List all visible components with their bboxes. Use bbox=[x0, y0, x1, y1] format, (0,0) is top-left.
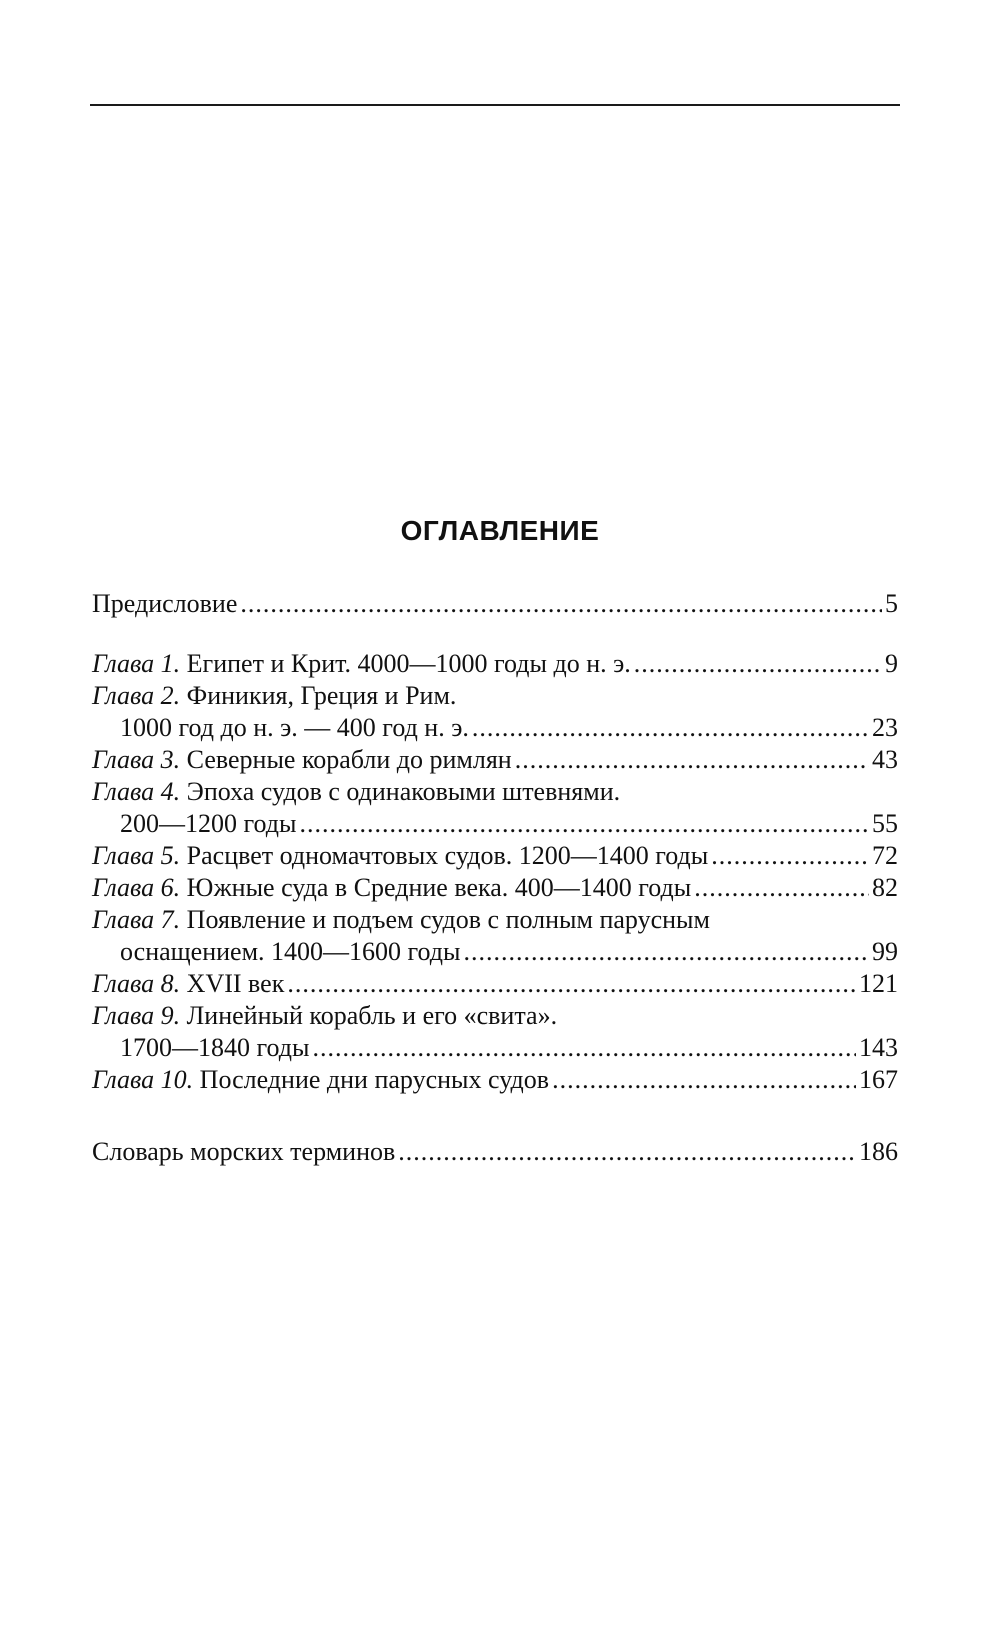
page-number: 9 bbox=[885, 649, 898, 678]
entry-title: Египет и Крит. 4000—1000 годы до н. э. bbox=[186, 649, 631, 678]
toc-entry-chapter-6[interactable] bbox=[92, 872, 898, 904]
toc-entry-chapter-7-cont[interactable] bbox=[92, 936, 898, 968]
entry-title: XVII век bbox=[186, 969, 285, 998]
dot-leader bbox=[634, 648, 882, 680]
toc-entry-chapter-10[interactable] bbox=[92, 1064, 898, 1096]
entry-title-continuation: 1000 год до н. э. — 400 год н. э. bbox=[120, 713, 469, 742]
dot-leader bbox=[312, 1032, 856, 1064]
toc-entry-chapter-5[interactable] bbox=[92, 840, 898, 872]
toc-entry-chapter-2-cont[interactable] bbox=[92, 712, 898, 744]
entry-title: Расцвет одномачтовых судов. 1200—1400 годы bbox=[186, 841, 709, 870]
chapter-label: Глава 2. bbox=[92, 681, 181, 710]
toc-entry-preface[interactable] bbox=[92, 588, 898, 620]
dot-leader bbox=[515, 744, 869, 776]
toc-entry-chapter-7[interactable] bbox=[92, 904, 898, 936]
entry-title-continuation: 1700—1840 годы bbox=[120, 1033, 310, 1062]
chapter-label: Глава 1. bbox=[92, 649, 181, 678]
chapter-label: Глава 9. bbox=[92, 1001, 181, 1030]
toc-entry-chapter-9-cont[interactable] bbox=[92, 1032, 898, 1064]
dot-leader bbox=[711, 840, 869, 872]
entry-title: Предисловие bbox=[92, 589, 238, 618]
chapter-label: Глава 5. bbox=[92, 841, 181, 870]
dot-leader bbox=[472, 712, 869, 744]
dot-leader bbox=[299, 808, 869, 840]
dot-leader bbox=[287, 968, 856, 1000]
entry-title: Появление и подъем судов с полным парусным bbox=[186, 905, 710, 934]
chapter-label: Глава 10. bbox=[92, 1065, 194, 1094]
toc-entry-chapter-4[interactable] bbox=[92, 776, 898, 808]
entry-title: Словарь морских терминов bbox=[92, 1137, 396, 1166]
page-number: 121 bbox=[859, 969, 898, 998]
dot-leader bbox=[552, 1064, 856, 1096]
page-number: 82 bbox=[872, 873, 898, 902]
page-number: 99 bbox=[872, 937, 898, 966]
chapter-label: Глава 6. bbox=[92, 873, 181, 902]
toc-entry-chapter-3[interactable] bbox=[92, 744, 898, 776]
page-number: 72 bbox=[872, 841, 898, 870]
chapter-label: Глава 3. bbox=[92, 745, 181, 774]
page-number: 5 bbox=[885, 589, 898, 618]
page-number: 186 bbox=[859, 1137, 898, 1166]
page-number: 43 bbox=[872, 745, 898, 774]
entry-title: Финикия, Греция и Рим. bbox=[186, 681, 457, 710]
entry-title-continuation: оснащением. 1400—1600 годы bbox=[120, 937, 461, 966]
dot-leader bbox=[464, 936, 870, 968]
entry-title: Эпоха судов с одинаковыми штевнями. bbox=[186, 777, 621, 806]
page-number: 167 bbox=[859, 1065, 898, 1094]
top-rule bbox=[90, 104, 900, 106]
toc-entry-glossary[interactable] bbox=[92, 1136, 898, 1168]
toc-entry-chapter-9[interactable] bbox=[92, 1000, 898, 1032]
page-title: ОГЛАВЛЕНИЕ bbox=[400, 515, 600, 546]
chapter-label: Глава 7. bbox=[92, 905, 181, 934]
toc-entry-chapter-1[interactable] bbox=[92, 648, 898, 680]
toc-entry-chapter-8[interactable] bbox=[92, 968, 898, 1000]
dot-leader bbox=[240, 588, 882, 620]
dot-leader bbox=[694, 872, 869, 904]
entry-title: Северные корабли до римлян bbox=[186, 745, 512, 774]
chapter-label: Глава 8. bbox=[92, 969, 181, 998]
chapter-label: Глава 4. bbox=[92, 777, 181, 806]
entry-title-continuation: 200—1200 годы bbox=[120, 809, 297, 838]
page-number: 23 bbox=[872, 713, 898, 742]
entry-title: Последние дни парусных судов bbox=[199, 1065, 550, 1094]
dot-leader bbox=[398, 1136, 856, 1168]
toc-entry-chapter-4-cont[interactable] bbox=[92, 808, 898, 840]
page-number: 143 bbox=[859, 1033, 898, 1062]
page-number: 55 bbox=[872, 809, 898, 838]
toc-entry-chapter-2[interactable] bbox=[92, 680, 898, 712]
table-of-contents bbox=[92, 588, 898, 1168]
entry-title: Южные суда в Средние века. 400—1400 годы bbox=[186, 873, 692, 902]
entry-title: Линейный корабль и его «свита». bbox=[186, 1001, 558, 1030]
